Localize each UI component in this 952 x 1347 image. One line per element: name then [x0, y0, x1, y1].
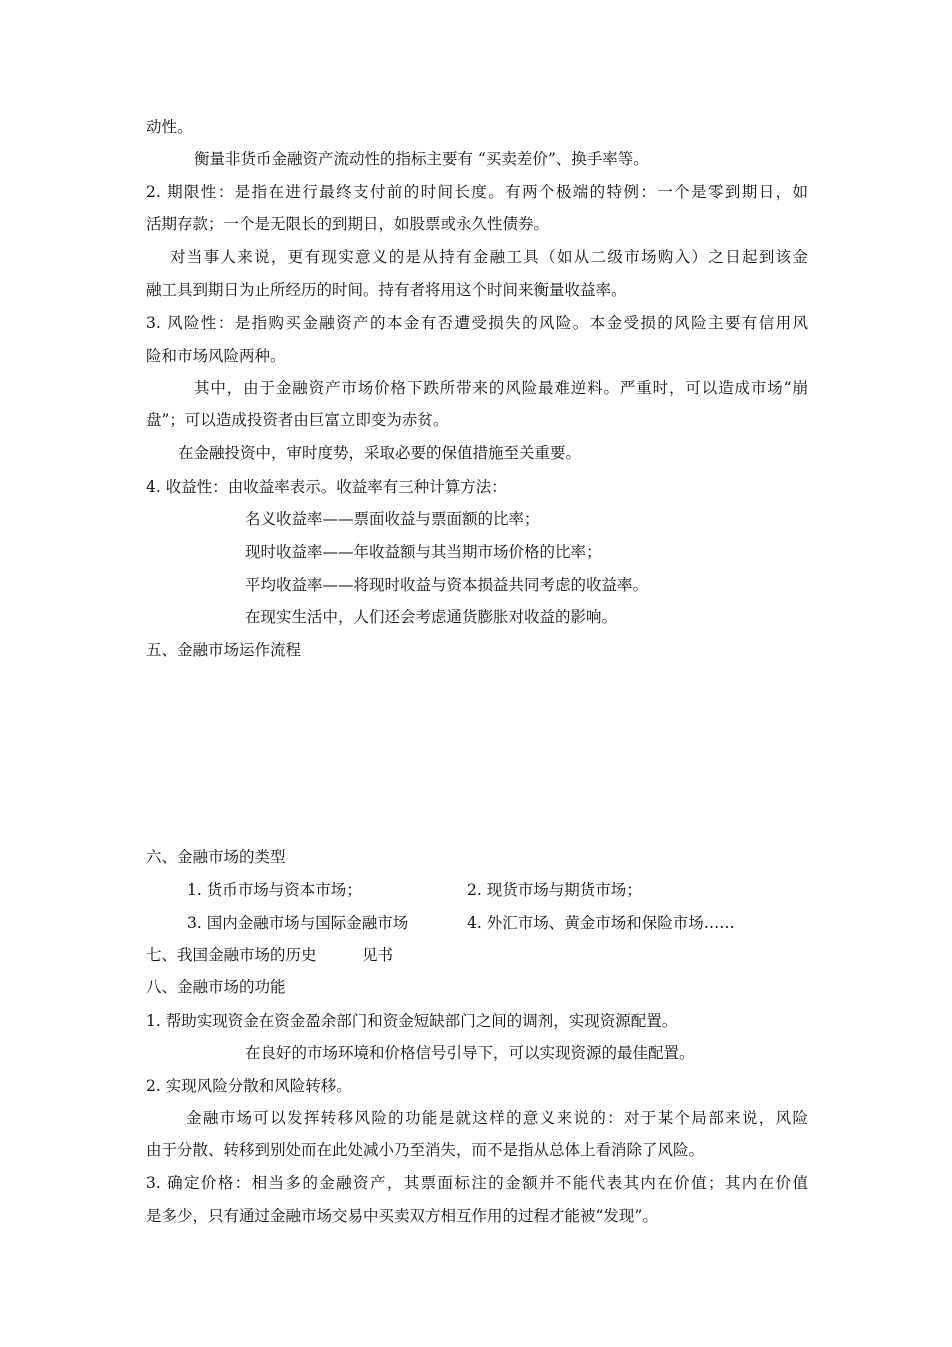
text-line: 动性。 [146, 118, 193, 136]
text-line: 3. 确定价格：相当多的金融资产，其票面标注的金额并不能代表其内在价值；其内在价值 [146, 1174, 808, 1192]
text-line: 1. 帮助实现资金在资金盈余部门和资金短缺部门之间的调剂，实现资源配置。 [146, 1012, 678, 1030]
text-line: 见书 [362, 946, 394, 964]
text-line: 2. 期限性：是指在进行最终支付前的时间长度。有两个极端的特例：一个是零到期日，如 [146, 183, 808, 201]
text-line: 平均收益率——将现时收益与资本损益共同考虑的收益率。 [245, 576, 649, 594]
text-line: 盘”；可以造成投资者由巨富立即变为赤贫。 [146, 411, 449, 429]
list-item: 3. 国内金融市场与国际金融市场 [187, 914, 409, 932]
text-line: 2. 实现风险分散和风险转移。 [146, 1077, 352, 1095]
text-line: 由于分散、转移到别处而在此处减小乃至消失，而不是指从总体上看消除了风险。 [146, 1141, 705, 1159]
text-line: 在现实生活中，人们还会考虑通货膨胀对收益的影响。 [245, 608, 618, 626]
text-line: 4. 收益性：由收益率表示。收益率有三种计算方法： [146, 478, 507, 496]
list-item: 4. 外汇市场、黄金市场和保险市场…… [467, 914, 735, 932]
text-line: 金融市场可以发挥转移风险的功能是就这样的意义来说的：对于某个局部来说，风险 [186, 1109, 808, 1127]
text-line: 衡量非货币金融资产流动性的指标主要有 “买卖差价”、换手率等。 [194, 150, 649, 168]
section-heading: 八、金融市场的功能 [146, 978, 286, 996]
text-line: 对当事人来说，更有现实意义的是从持有金融工具（如从二级市场购入）之日起到该金 [170, 248, 808, 266]
section-heading: 七、我国金融市场的历史 [146, 946, 317, 964]
section-heading: 六、金融市场的类型 [146, 848, 286, 866]
text-line: 其中，由于金融资产市场价格下跌所带来的风险最难逆料。严重时，可以造成市场“崩 [194, 379, 808, 397]
text-line: 是多少，只有通过金融市场交易中买卖双方相互作用的过程才能被“发现”。 [146, 1207, 658, 1225]
text-line: 险和市场风险两种。 [146, 347, 286, 365]
text-line: 融工具到期日为止所经历的时间。持有者将用这个时间来衡量收益率。 [146, 281, 627, 299]
text-line: 3. 风险性：是指购买金融资产的本金有否遭受损失的风险。本金受损的风险主要有信用风 [146, 314, 808, 332]
list-item: 1. 货币市场与资本市场； [187, 881, 362, 899]
text-line: 在金融投资中，审时度势，采取必要的保值措施至关重要。 [178, 444, 582, 462]
text-line: 活期存款；一个是无限长的到期日，如股票或永久性债券。 [146, 215, 550, 233]
text-line: 现时收益率——年收益额与其当期市场价格的比率； [245, 543, 602, 561]
text-line: 名义收益率——票面收益与票面额的比率； [245, 510, 540, 528]
text-line: 在良好的市场环境和价格信号引导下，可以实现资源的最佳配置。 [245, 1044, 695, 1062]
list-item: 2. 现货市场与期货市场； [467, 881, 642, 899]
section-heading: 五、金融市场运作流程 [146, 641, 302, 659]
